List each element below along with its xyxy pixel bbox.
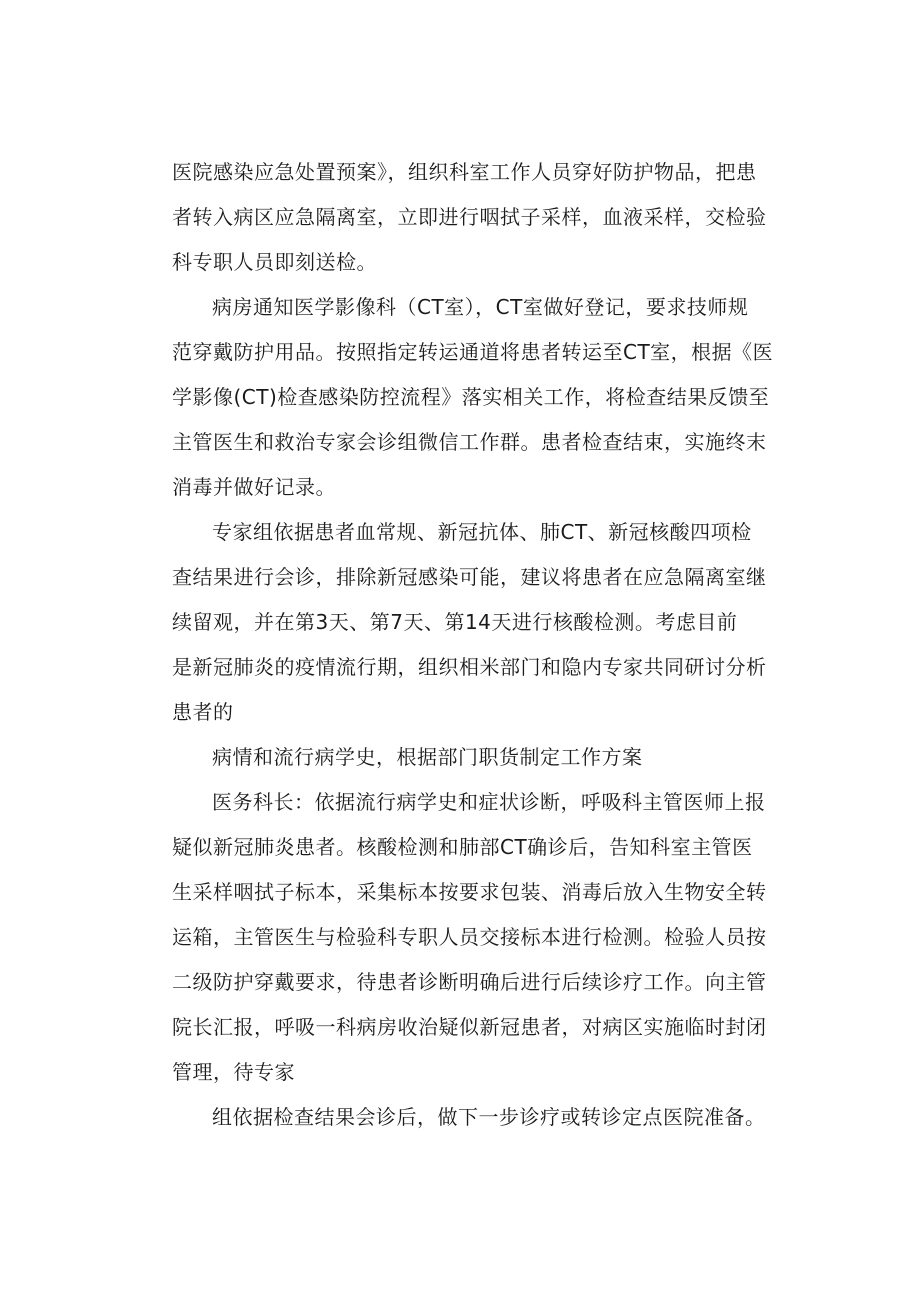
text-line: 专家组依据患者血常规、新冠抗体、肺CT、新冠核酸四项检: [212, 520, 752, 544]
text-line: 组依据检查结果会诊后，做下一步诊疗或转诊定点医院准备。: [212, 1105, 766, 1129]
text-line: 科专职人员即刻送检。: [172, 250, 377, 274]
text-line: 查结果进行会诊，排除新冠感染可能，建议将患者在应急隔离室继: [172, 565, 767, 589]
text-line: 院长汇报，呼吸一科病房收治疑似新冠患者，对病区实施临时封闭: [172, 1015, 767, 1039]
text-line: 医院感染应急处置预案》，组织科室工作人员穿好防护物品，把患: [172, 160, 757, 184]
text-line: 运箱，主管医生与检验科专职人员交接标本进行检测。检验人员按: [172, 925, 767, 949]
text-line: 疑似新冠肺炎患者。核酸检测和肺部CT确诊后，告知科室主管医: [172, 835, 753, 859]
text-line: 生采样咽拭子标本，采集标本按要求包装、消毒后放入生物安全转: [172, 880, 767, 904]
text-line: 是新冠肺炎的疫情流行期，组织相米部门和隐内专家共同研讨分析: [172, 655, 767, 679]
text-line: 患者的: [172, 700, 234, 724]
text-line: 续留观，并在第3天、第7天、第14天进行核酸检测。考虑目前: [172, 610, 738, 634]
text-line: 二级防护穿戴要求，待患者诊断明确后进行后续诊疗工作。向主管: [172, 970, 767, 994]
text-line: 病情和流行病学史，根据部门职货制定工作方案: [212, 745, 643, 769]
text-line: 范穿戴防护用品。按照指定转运通道将患者转运至CT室，根据《医: [172, 340, 774, 364]
text-line: 学影像(CT)检查感染防控流程》落实相关工作，将检查结果反馈至: [172, 385, 770, 409]
text-line: 者转入病区应急隔离室，立即进行咽拭子采样，血液采样，交检验: [172, 205, 767, 229]
text-line: 消毒并做好记录。: [172, 475, 336, 499]
text-line: 主管医生和救治专家会诊组微信工作群。患者检查结束，实施终末: [172, 430, 767, 454]
text-line: 管理，待专家: [172, 1060, 295, 1084]
text-line: 病房通知医学影像科（CT室），CT室做好登记，要求技师规: [212, 295, 749, 319]
text-line: 医务科长：依据流行病学史和症状诊断，呼吸科主管医师上报: [212, 790, 766, 814]
